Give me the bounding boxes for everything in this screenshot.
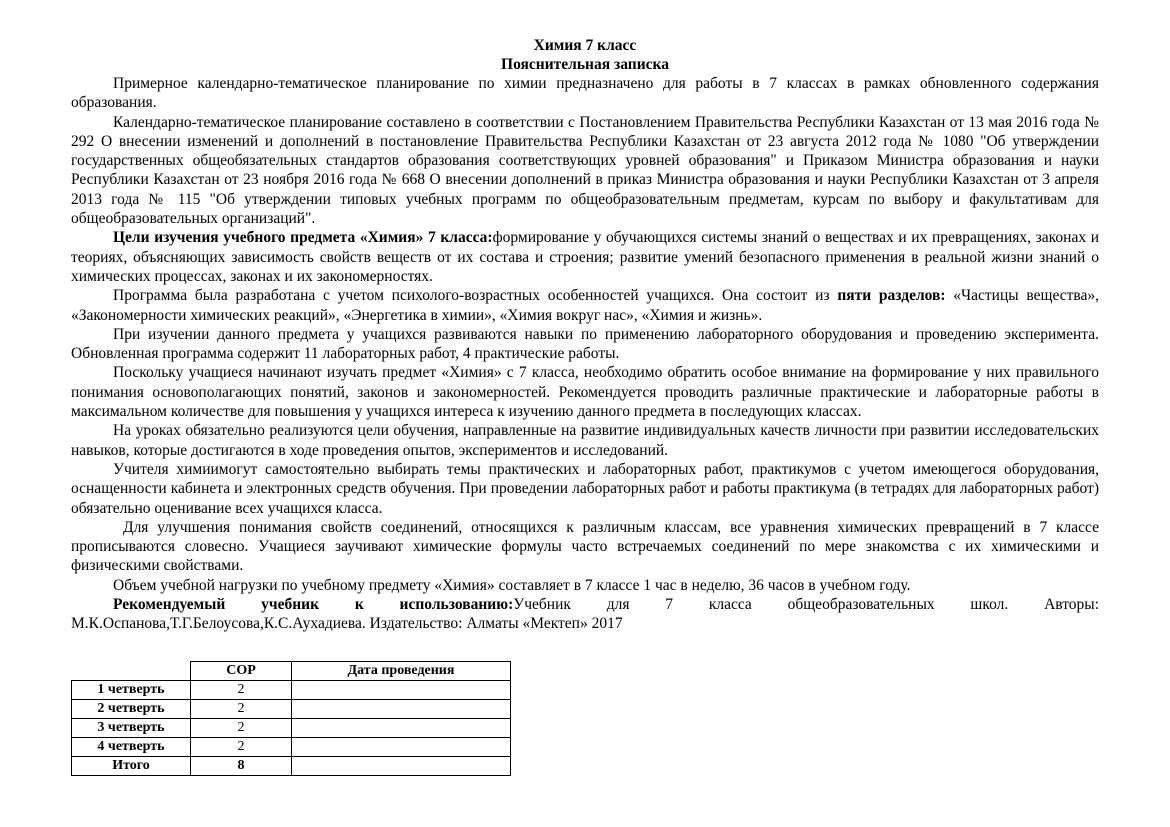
- paragraph-text: Объем учебной нагрузки по учебному предмету «Химия» составляет в 7 классе 1 час в неделю, 36 часов в учебном году.: [113, 576, 911, 594]
- cell-cor: 2: [191, 681, 292, 700]
- cell-period: 2 четверть: [72, 700, 191, 719]
- table-header: [72, 662, 511, 681]
- paragraph-text-after: «Частицы вещества», «Закономерности химических реакций», «Энергетика в химии», «Химия вокруг нас», «Химия и жизнь».: [71, 287, 1099, 324]
- paragraph-text: При изучении данного предмета у учащихся развиваются навыки по применению лабораторного оборудования и проведению эксперимента. Обновленная программа содержит 11 лабораторных работ, 4 практические работы.: [71, 325, 1099, 363]
- paragraph-text: Для улучшения понимания свойств соединений, относящихся к различным классам, все уравнения химических превращений в 7 классе прописываются словесно. Учащиеся заучивают химические формулы часто встречаемых соединений по мере знакомства с их химическими и физическими свойствами.: [71, 518, 1099, 575]
- textbook-bold-lead: Рекомендуемый учебник к использованию:: [113, 596, 514, 614]
- paragraph-teacher-freedom: [71, 460, 1099, 518]
- title-block: [71, 36, 1099, 74]
- paragraph-goals: [71, 228, 1099, 286]
- cell-cor: 8: [191, 757, 292, 776]
- assessment-table-wrapper: [71, 661, 511, 776]
- cell-date: [292, 738, 511, 757]
- goals-bold-lead: Цели изучения учебного предмета «Химия» 7 класса:: [113, 229, 493, 247]
- paragraph-text: Учебник для 7 класса общеобразовательных школ. Авторы: М.К.Оспанова,Т.Г.Белоусова,К.С.Аухадиева. Издательство: Алматы «Мектеп» 2017: [71, 596, 1099, 633]
- table-header-period: [72, 662, 191, 681]
- paragraph-text: Примерное календарно-тематическое планирование по химии предназначено для работы в 7 классах в рамках обновленного содержания образования.: [71, 75, 1099, 112]
- page-title: Химия 7 класс: [533, 37, 637, 54]
- paragraph-text: Календарно-тематическое планирование составлено в соответствии с Постановлением Правительства Республики Казахстан от 13 мая 2016 года № 292 О внесении изменений и дополнений в постановление Правительства Республики Казахстан от 23 августа 2012 года № 1080 "Об утверждении государственных общеобязательных стандартов образования соответствующих уровней образования" и Приказом Министра образования и науки Республики Казахстан от 23 ноября 2016 года № 668 О внесении дополнений в приказ Министра образования и науки Республики Казахстан от 3 апреля 2013 года № 115 "Об утверждении типовых учебных программ по общеобразовательным предметам, курсам по выбору и факультативам для общеобразовательных организаций".: [71, 113, 1099, 228]
- cell-period: Итого: [72, 757, 191, 776]
- cell-period: 3 четверть: [72, 719, 191, 738]
- cell-date: [292, 719, 511, 738]
- paragraph-workload: [71, 576, 1099, 595]
- document-body: [71, 36, 1099, 634]
- cell-period: 4 четверть: [72, 738, 191, 757]
- table-row: [72, 738, 511, 757]
- paragraph-text: Учителя химиимогут самостоятельно выбирать темы практических и лабораторных работ, практикумов с учетом имеющегося оборудования, оснащенности кабинета и электронных средств обучения. При проведении лабораторных работ и работы практикума (в тетрадях для лабораторных работ) обязательно оценивание всех учащихся класса.: [71, 460, 1099, 517]
- paragraph-sections: [71, 286, 1099, 325]
- table-row: [72, 700, 511, 719]
- sections-bold-count: пяти разделов:: [837, 287, 946, 305]
- table-row-total: [72, 757, 511, 776]
- cell-period: 1 четверть: [72, 681, 191, 700]
- table-header-cor: СОР: [191, 662, 292, 681]
- table-header-row: [72, 662, 511, 681]
- cell-date: [292, 700, 511, 719]
- assessment-table: [71, 661, 511, 776]
- paragraph-text: На уроках обязательно реализуются цели обучения, направленные на развитие индивидуальных качеств личности при развитии исследовательских навыков, которые достигаются в ходе проведения опытов, экспериментов и исследований.: [71, 422, 1099, 459]
- paragraph-first-year: [71, 363, 1099, 421]
- cell-cor: 2: [191, 700, 292, 719]
- paragraph-textbook: [71, 595, 1099, 634]
- paragraph-text: формирование у обучающихся системы знаний о веществах и их превращениях, законах и теориях, объясняющих зависимость свойств веществ от их состава и строения; развитие умений безопасного применения в реальной жизни знаний о химических процессах, законах и их закономерностях.: [71, 229, 1100, 285]
- cell-cor: 2: [191, 738, 292, 757]
- table-body: [72, 681, 511, 776]
- cell-cor: 2: [191, 719, 292, 738]
- page-subtitle: Пояснительная записка: [501, 56, 669, 73]
- paragraph-text-before: Программа была разработана с учетом психолого-возрастных особенностей учащихся. Она состоит из: [113, 287, 838, 305]
- table-header-date: Дата проведения: [292, 662, 511, 681]
- paragraph-legal-basis: [71, 113, 1099, 229]
- paragraph-text: Поскольку учащиеся начинают изучать предмет «Химия» с 7 класса, необходимо обратить особое внимание на формирование у них правильного понимания основополагающих понятий, законов и закономерностей. Рекомендуется проводить различные практические и лабораторные работы в максимальном количестве для повышения у учащихся интереса к изучению данного предмета в последующих классах.: [71, 364, 1099, 421]
- table-row: [72, 681, 511, 700]
- paragraph-lesson-goals: [71, 421, 1099, 460]
- cell-date: [292, 757, 511, 776]
- paragraph-lab-skills: [71, 325, 1099, 364]
- paragraph-intro: [71, 74, 1099, 113]
- paragraph-formulas: [71, 518, 1099, 576]
- cell-date: [292, 681, 511, 700]
- table-row: [72, 719, 511, 738]
